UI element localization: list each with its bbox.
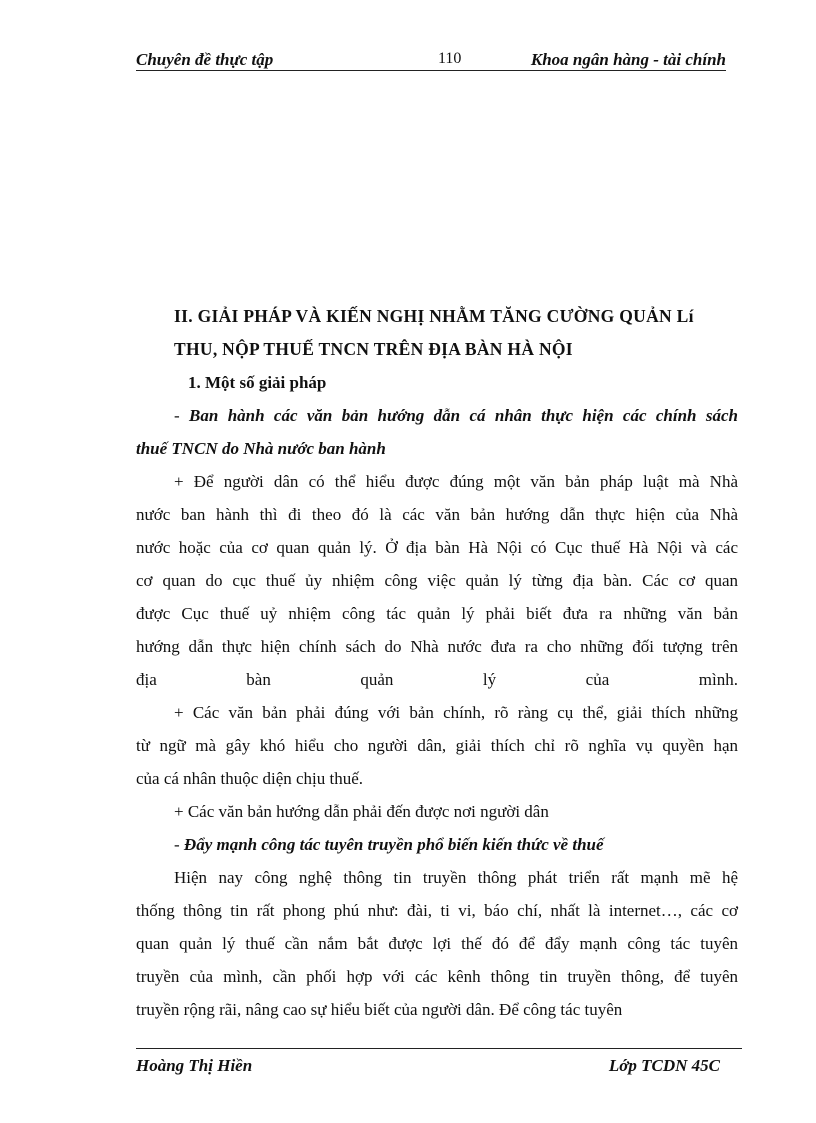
paragraph-1-line: nước ban hành thì đi theo đó là các văn bản hướng dẫn thực hiện của Nhà bbox=[136, 505, 738, 524]
paragraph-1-line: + Để người dân có thể hiểu được đúng một văn bản pháp luật mà Nhà bbox=[174, 472, 738, 491]
page-header bbox=[136, 48, 726, 71]
item-1-dash: - bbox=[174, 406, 190, 425]
document-body bbox=[136, 300, 738, 1026]
paragraph-4-line: truyền rộng rãi, nâng cao sự hiểu biết của người dân. Để công tác tuyên bbox=[136, 1000, 623, 1019]
item-2-dash: - bbox=[174, 835, 184, 854]
paragraph-2-line: của cá nhân thuộc diện chịu thuế. bbox=[136, 769, 364, 788]
item-2-text: Đẩy mạnh công tác tuyên truyền phổ biến kiến thức về thuế bbox=[183, 835, 604, 854]
paragraph-4-line: truyền của mình, cần phối hợp với các kênh thông tin truyền thông, để tuyên bbox=[136, 967, 738, 986]
header-title: Chuyên đề thực tập bbox=[136, 50, 274, 69]
paragraph-1-line: được Cục thuế uỷ nhiệm công tác quản lý phải biết đưa ra những văn bản bbox=[136, 604, 738, 623]
item-1-line-2: thuế TNCN do Nhà nước ban hành bbox=[136, 439, 386, 458]
item-2-line bbox=[136, 828, 738, 861]
footer-author: Hoàng Thị Hiền bbox=[136, 1056, 253, 1075]
paragraph-2-line: từ ngữ mà gây khó hiểu cho người dân, giải thích chỉ rõ nghĩa vụ quyền hạn bbox=[136, 736, 738, 755]
paragraph-2-line: + Các văn bản phải đúng với bản chính, rõ ràng cụ thể, giải thích những bbox=[174, 703, 738, 722]
footer-class: Lớp TCDN 45C bbox=[608, 1056, 720, 1075]
item-1-text: Ban hành các văn bản hướng dẫn cá nhân thực hiện các chính sách bbox=[189, 406, 738, 425]
paragraph-4-line: thống thông tin rất phong phú như: đài, ti vi, báo chí, nhất là internet…, các cơ bbox=[136, 901, 738, 920]
item-1-line-1 bbox=[136, 399, 738, 432]
footer-divider bbox=[136, 1048, 742, 1049]
paragraph-3-line: + Các văn bản hướng dẫn phải đến được nơi người dân bbox=[174, 802, 549, 821]
page-number: 110 bbox=[438, 50, 462, 67]
paragraph-4-line: quan quản lý thuế cần nắm bắt được lợi thế đó để đẩy mạnh công tác tuyên bbox=[136, 934, 738, 953]
header-department: Khoa ngân hàng - tài chính bbox=[530, 50, 726, 69]
paragraph-1-line: hướng dẫn thực hiện chính sách do Nhà nước đưa ra cho những đối tượng trên bbox=[136, 637, 738, 656]
subheading: 1. Một số giải pháp bbox=[188, 373, 327, 392]
paragraph-1-line: cơ quan do cục thuế ủy nhiệm công việc quản lý từng địa bàn. Các cơ quan bbox=[136, 571, 738, 590]
paragraph-4-line: Hiện nay công nghệ thông tin truyền thông phát triển rất mạnh mẽ hệ bbox=[174, 868, 738, 887]
section-heading-line-1: II. GIẢI PHÁP VÀ KIẾN NGHỊ NHẰM TĂNG CƯỜNG QUẢN Lí bbox=[174, 306, 694, 326]
paragraph-1-line: nước hoặc của cơ quan quản lý. Ở địa bàn Hà Nội có Cục thuế Hà Nội và các bbox=[136, 538, 738, 557]
section-heading-line-2: THU, NỘP THUẾ TNCN TRÊN ĐỊA BÀN HÀ NỘI bbox=[174, 339, 573, 359]
paragraph-1-line: địa bàn quản lý của mình. bbox=[136, 670, 738, 689]
